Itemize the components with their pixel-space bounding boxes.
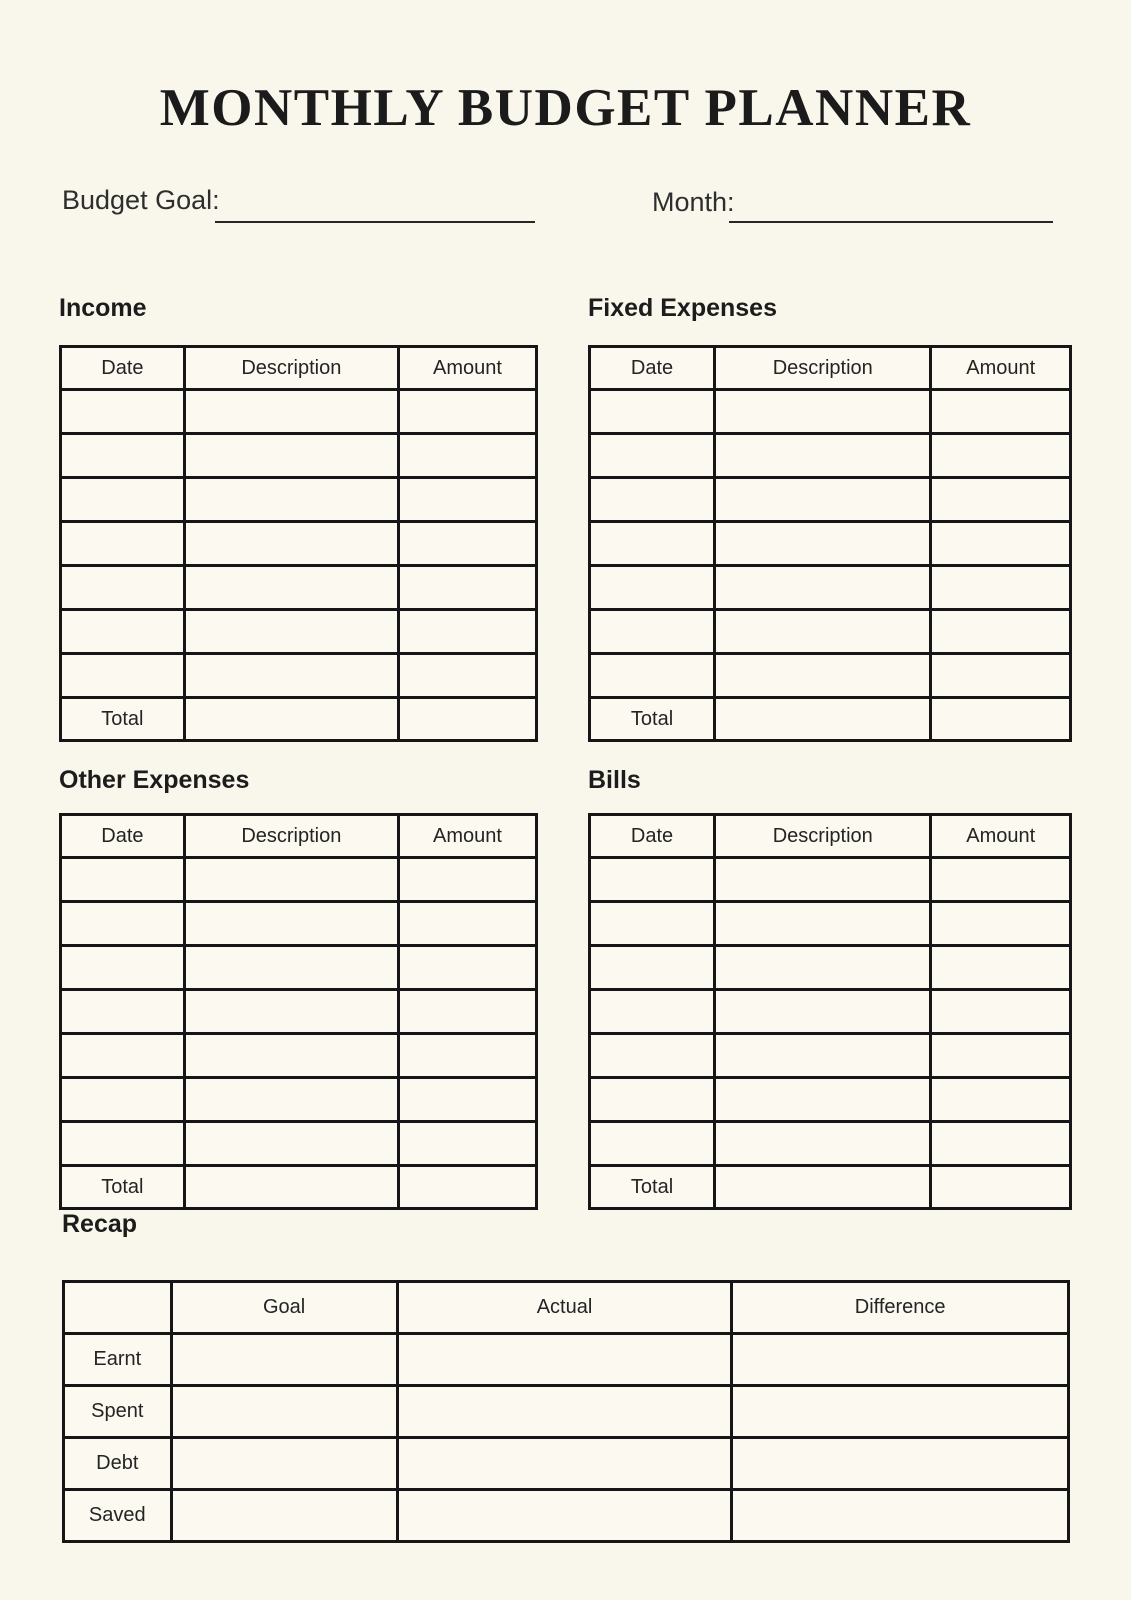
income-cell[interactable] [184,478,398,522]
recap-row-label: Spent [64,1386,172,1438]
bills-cell[interactable] [931,1078,1071,1122]
recap-cell[interactable] [171,1438,397,1490]
income-cell[interactable] [398,654,536,698]
recap-cell[interactable] [171,1334,397,1386]
fixed-expenses-total-cell[interactable] [715,698,931,741]
recap-cell[interactable] [732,1490,1069,1542]
other-expenses-cell[interactable] [61,858,185,902]
other-expenses-col-amount: Amount [398,815,536,858]
other-expenses-cell[interactable] [61,902,185,946]
month-label: Month: [652,187,735,217]
other-expenses-cell[interactable] [184,1078,398,1122]
fixed-expenses-cell[interactable] [931,390,1071,434]
income-cell[interactable] [398,522,536,566]
income-cell[interactable] [398,566,536,610]
bills-cell[interactable] [590,1034,715,1078]
income-col-amount: Amount [398,347,536,390]
income-cell[interactable] [61,390,185,434]
income-cell[interactable] [184,610,398,654]
fixed-expenses-cell[interactable] [715,610,931,654]
recap-cell[interactable] [397,1334,732,1386]
income-cell[interactable] [61,522,185,566]
fixed-expenses-cell[interactable] [715,566,931,610]
income-cell[interactable] [184,522,398,566]
fixed-expenses-table [588,345,1072,742]
other-expenses-cell[interactable] [398,990,536,1034]
fixed-expenses-cell[interactable] [590,566,715,610]
bills-cell[interactable] [931,902,1071,946]
income-cell[interactable] [61,478,185,522]
other-expenses-total-cell[interactable] [398,1166,536,1209]
income-cell[interactable] [61,610,185,654]
other-expenses-row [61,902,537,946]
income-total-row [61,698,537,741]
income-table [59,345,538,742]
other-expenses-row [61,1034,537,1078]
fixed-expenses-cell[interactable] [715,654,931,698]
fixed-expenses-cell[interactable] [715,390,931,434]
bills-cell[interactable] [931,946,1071,990]
fixed-expenses-cell[interactable] [590,434,715,478]
other-expenses-header-row [61,815,537,858]
bills-total-label: Total [590,1166,715,1209]
bills-row [590,902,1071,946]
budget-goal-label: Budget Goal: [62,185,220,215]
other-expenses-total-label: Total [61,1166,185,1209]
section-heading-other-expenses: Other Expenses [59,766,250,794]
other-expenses-cell[interactable] [398,1122,536,1166]
other-expenses-table [59,813,538,1210]
recap-col-goal: Goal [171,1282,397,1334]
income-header-row [61,347,537,390]
other-expenses-cell[interactable] [398,1034,536,1078]
bills-header-row [590,815,1071,858]
income-cell[interactable] [398,610,536,654]
other-expenses-row [61,990,537,1034]
other-expenses-total-cell[interactable] [184,1166,398,1209]
bills-cell[interactable] [715,990,931,1034]
recap-row-saved [64,1490,1069,1542]
fixed-expenses-col-amount: Amount [931,347,1071,390]
fixed-expenses-row [590,434,1071,478]
fixed-expenses-total-row [590,698,1071,741]
recap-cell[interactable] [732,1386,1069,1438]
bills-col-amount: Amount [931,815,1071,858]
income-row [61,434,537,478]
recap-corner-cell [64,1282,172,1334]
fixed-expenses-row [590,522,1071,566]
bills-cell[interactable] [715,1122,931,1166]
other-expenses-cell[interactable] [61,946,185,990]
income-total-label: Total [61,698,185,741]
recap-row-debt [64,1438,1069,1490]
fixed-expenses-row [590,566,1071,610]
recap-row-label: Debt [64,1438,172,1490]
section-heading-bills: Bills [588,766,641,794]
recap-cell[interactable] [732,1438,1069,1490]
income-cell[interactable] [184,654,398,698]
fixed-expenses-cell[interactable] [590,654,715,698]
income-cell[interactable] [61,434,185,478]
other-expenses-total-row [61,1166,537,1209]
other-expenses-row [61,946,537,990]
income-row [61,566,537,610]
other-expenses-cell[interactable] [184,1122,398,1166]
bills-cell[interactable] [931,858,1071,902]
income-col-description: Description [184,347,398,390]
income-total-cell[interactable] [184,698,398,741]
fixed-expenses-row [590,654,1071,698]
bills-col-description: Description [715,815,931,858]
income-row [61,654,537,698]
fixed-expenses-row [590,390,1071,434]
bills-total-cell[interactable] [931,1166,1071,1209]
fixed-expenses-cell[interactable] [931,478,1071,522]
fixed-expenses-cell[interactable] [931,434,1071,478]
recap-cell[interactable] [171,1386,397,1438]
bills-row [590,946,1071,990]
fixed-expenses-total-cell[interactable] [931,698,1071,741]
bills-cell[interactable] [590,858,715,902]
income-cell[interactable] [61,654,185,698]
income-cell[interactable] [61,566,185,610]
other-expenses-row [61,858,537,902]
other-expenses-cell[interactable] [398,902,536,946]
income-cell[interactable] [184,434,398,478]
fixed-expenses-cell[interactable] [931,566,1071,610]
fixed-expenses-col-description: Description [715,347,931,390]
bills-cell[interactable] [590,990,715,1034]
other-expenses-cell[interactable] [61,1034,185,1078]
recap-cell[interactable] [397,1386,732,1438]
bills-table [588,813,1072,1210]
fixed-expenses-cell[interactable] [590,610,715,654]
income-row [61,390,537,434]
fixed-expenses-cell[interactable] [931,654,1071,698]
bills-cell[interactable] [590,1078,715,1122]
bills-row [590,1078,1071,1122]
bills-cell[interactable] [715,858,931,902]
income-cell[interactable] [184,390,398,434]
income-cell[interactable] [184,566,398,610]
recap-row-spent [64,1386,1069,1438]
bills-cell[interactable] [715,1078,931,1122]
section-heading-income: Income [59,294,147,322]
bills-cell[interactable] [931,1122,1071,1166]
fixed-expenses-row [590,478,1071,522]
bills-row [590,990,1071,1034]
fixed-expenses-row [590,610,1071,654]
income-total-cell[interactable] [398,698,536,741]
other-expenses-row [61,1078,537,1122]
fixed-expenses-cell[interactable] [715,434,931,478]
fixed-expenses-cell[interactable] [590,390,715,434]
other-expenses-cell[interactable] [184,946,398,990]
fixed-expenses-col-date: Date [590,347,715,390]
income-row [61,478,537,522]
bills-cell[interactable] [931,1034,1071,1078]
income-cell[interactable] [398,478,536,522]
other-expenses-col-date: Date [61,815,185,858]
recap-cell[interactable] [397,1490,732,1542]
recap-row-earnt [64,1334,1069,1386]
bills-col-date: Date [590,815,715,858]
fixed-expenses-header-row [590,347,1071,390]
income-col-date: Date [61,347,185,390]
page-title: MONTHLY BUDGET PLANNER [159,79,972,137]
other-expenses-cell[interactable] [398,858,536,902]
other-expenses-cell[interactable] [184,990,398,1034]
other-expenses-cell[interactable] [398,946,536,990]
bills-cell[interactable] [590,946,715,990]
income-row [61,610,537,654]
other-expenses-cell[interactable] [61,1122,185,1166]
bills-total-row [590,1166,1071,1209]
other-expenses-cell[interactable] [61,1078,185,1122]
income-row [61,522,537,566]
bills-cell[interactable] [590,1122,715,1166]
fixed-expenses-cell[interactable] [715,478,931,522]
other-expenses-cell[interactable] [398,1078,536,1122]
fixed-expenses-cell[interactable] [590,522,715,566]
bills-row [590,1034,1071,1078]
recap-row-label: Earnt [64,1334,172,1386]
bills-cell[interactable] [590,902,715,946]
recap-cell[interactable] [732,1334,1069,1386]
recap-table [62,1280,1070,1543]
fixed-expenses-cell[interactable] [931,610,1071,654]
fixed-expenses-cell[interactable] [931,522,1071,566]
section-heading-fixed-expenses: Fixed Expenses [588,294,777,322]
fixed-expenses-cell[interactable] [590,478,715,522]
recap-col-difference: Difference [732,1282,1069,1334]
other-expenses-cell[interactable] [184,1034,398,1078]
bills-row [590,858,1071,902]
fixed-expenses-total-label: Total [590,698,715,741]
income-cell[interactable] [398,390,536,434]
bills-cell[interactable] [715,902,931,946]
income-cell[interactable] [398,434,536,478]
bills-cell[interactable] [715,946,931,990]
recap-cell[interactable] [171,1490,397,1542]
other-expenses-row [61,1122,537,1166]
recap-cell[interactable] [397,1438,732,1490]
bills-total-cell[interactable] [715,1166,931,1209]
fixed-expenses-cell[interactable] [715,522,931,566]
bills-cell[interactable] [715,1034,931,1078]
recap-header-row [64,1282,1069,1334]
budget-goal-fill-line[interactable] [215,221,535,223]
recap-row-label: Saved [64,1490,172,1542]
recap-col-actual: Actual [397,1282,732,1334]
bills-cell[interactable] [931,990,1071,1034]
bills-row [590,1122,1071,1166]
other-expenses-cell[interactable] [184,858,398,902]
other-expenses-cell[interactable] [184,902,398,946]
other-expenses-cell[interactable] [61,990,185,1034]
month-fill-line[interactable] [729,221,1053,223]
other-expenses-col-description: Description [184,815,398,858]
section-heading-recap: Recap [62,1210,138,1238]
